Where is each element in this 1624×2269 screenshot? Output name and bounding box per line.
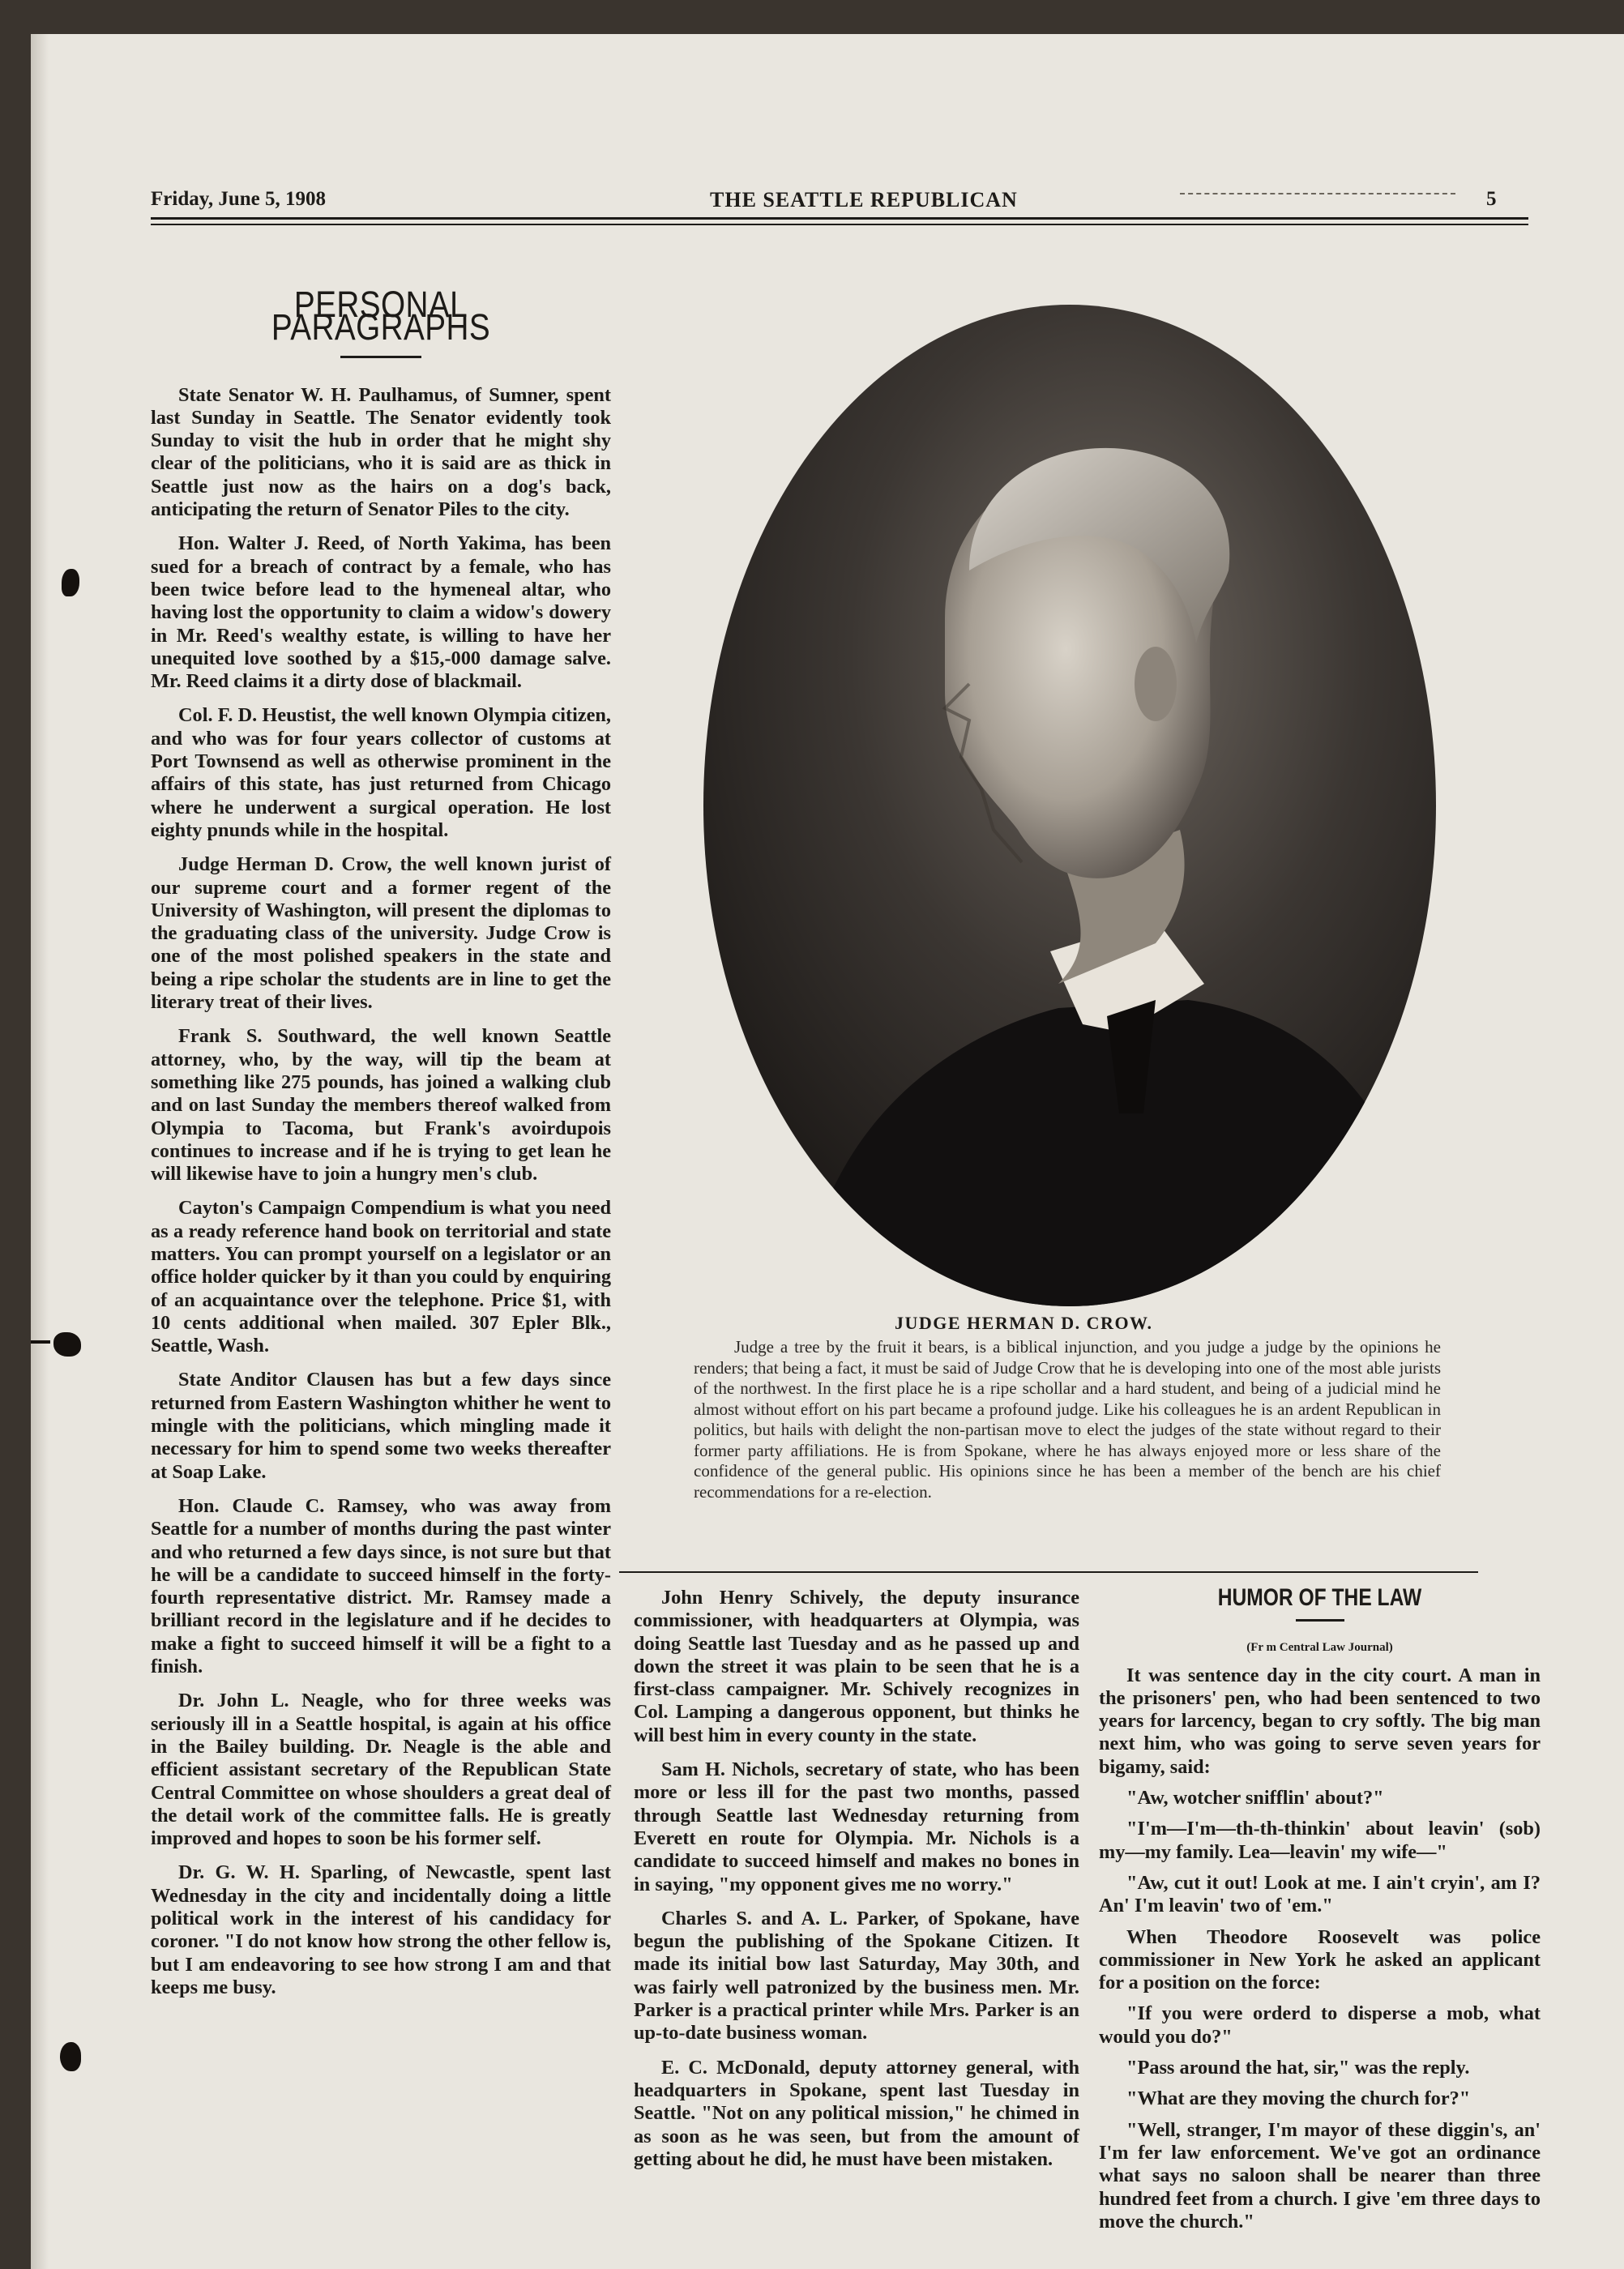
article-paragraph: Dr. G. W. H. Sparling, of Newcastle, spent last Wednesday in the city and incidentally doing a little political work in the interest of his candidacy for coroner. "I do not know how strong the other fellow is, but I am endeavoring to see how strong I am and that keeps me busy.: [151, 1861, 611, 1998]
humor-paragraph: "If you were orderd to disperse a mob, what would you do?": [1099, 2002, 1541, 2048]
humor-paragraph: "What are they moving the church for?": [1126, 2087, 1471, 2110]
binding-mark: [31, 1340, 50, 1344]
humor-paragraph: "Aw, cut it out! Look at me. I ain't cryin', am I? An' I'm leavin' two of 'em.": [1099, 1871, 1541, 1917]
humor-paragraph: When Theodore Roosevelt was police commissioner in New York he asked an applicant for a position on the force:: [1099, 1925, 1541, 1994]
scan-border-top: [0, 0, 1624, 34]
portrait-caption-title: JUDGE HERMAN D. CROW.: [895, 1313, 1153, 1333]
masthead-title: THE SEATTLE REPUBLICAN: [710, 188, 1018, 212]
article-paragraph: Frank S. Southward, the well known Seattle attorney, who, by the way, will tip the beam at something like 275 pounds, has joined a walking club and on last Sunday the members thereof walked from Olympia to Tacoma, but Frank's avoirdupois continues to increase and if he is trying to get lean he will likewise have to join a hungry men's club.: [151, 1025, 611, 1186]
humor-source: (Fr m Central Law Journal): [1246, 1641, 1393, 1655]
article-paragraph: E. C. McDonald, deputy attorney general, with headquarters in Spokane, spent last Tuesday in Seattle. "Not on any political mission," he chimed in as soon as he was seen, but from the amount of getting about he did, he must have been mistaken.: [634, 2056, 1079, 2170]
article-paragraph: Charles S. and A. L. Parker, of Spokane, have begun the publishing of the Spokane Citizen. It made its initial bow last Saturday, May 30th, and was fairly well patronized by the business men. Mr. Parker is a practical printer while Mrs. Parker is an up-to-date business woman.: [634, 1907, 1079, 2045]
section-divider: [619, 1571, 1478, 1573]
scan-gutter: [0, 0, 31, 2269]
personal-paragraphs-column: [151, 284, 611, 2010]
article-paragraph: John Henry Schively, the deputy insurance commissioner, with headquarters at Olympia, was doing Seattle last Tuesday and as he passed up and down the street it was plain to be seen that he is a first-class campaigner. Mr. Schively recognizes in Col. Lamping a dangerous opponent, but thinks he will best him in every county in the state.: [634, 1587, 1079, 1746]
section-heading: PERSONAL PARAGRAPHS: [271, 284, 491, 348]
masthead-date: Friday, June 5, 1908: [151, 188, 326, 210]
binding-mark: [60, 2042, 81, 2071]
article-paragraph: State Senator W. H. Paulhamus, of Sumner, spent last Sunday in Seattle. The Senator evidently took Sunday to visit the hub in order that he might shy clear of the politicians, who it is said are as thick in Seattle just now as the hairs on a dog's back, anticipating the return of Senator Piles to the city.: [151, 383, 611, 521]
binding-mark: [62, 569, 79, 596]
article-paragraph: Hon. Claude C. Ramsey, who was away from Seattle for a number of months during the past winter and who returned a few days since, is not sure but that he will be a candidate to succeed himself in the forty-fourth representative district. Mr. Ramsey made a brilliant record in the legislature and if he decides to make a fight to succeed himself it will be a fight to a finish.: [151, 1494, 611, 1678]
article-paragraph: Dr. John L. Neagle, who for three weeks was seriously ill in a Seattle hospital, is again at his office in the Bailey building. Dr. Neagle is the able and efficient assistant secretary of the Republican State Central Committee on whose shoulders a great deal of the detail work of the committee falls. He is greatly improved and hopes to soon be his former self.: [151, 1690, 611, 1850]
portrait-photo: [702, 303, 1438, 1308]
portrait-caption-body: Judge a tree by the fruit it bears, is a biblical injunction, and you judge a judge by the opinions he renders; that being a fact, it must be said of Judge Crow that he is developing into one of the most able jurists of the northwest. In the first place he is a ripe schollar and a hard student, and being of a judicial mind he almost without effort on his part became a profound judge. Like his colleagues he is an ardent Republican in politics, but hails with delight the non-partisan move to elect the judges of the state without regard to their former party affiliations. He is from Spokane, where he has always enjoyed more or less share of the confidence of the general public. His opinions since he has been a member of the bench are his chief recommendations for a re-election.: [694, 1337, 1441, 1502]
humor-paragraph: "Pass around the hat, sir," was the reply.: [1126, 2057, 1470, 2079]
article-paragraph: Col. F. D. Heustist, the well known Olympia citizen, and who was for four years collector of customs at Port Townsend as well as otherwise prominent in the affairs of this state, has just returned from Chicago where he underwent a surgical operation. He lost eighty pnunds while in the hospital.: [151, 704, 611, 841]
page-fold-shadow: [31, 34, 49, 2269]
humor-paragraph: It was sentence day in the city court. A man in the prisoners' pen, who had been sentenced to two years for larcency, began to cry softly. The big man next him, who was going to serve seven years for bigamy, said:: [1099, 1664, 1541, 1778]
portrait-oval-image: [702, 303, 1438, 1308]
article-paragraph: Cayton's Campaign Compendium is what you need as a ready reference hand book on territorial and state matters. You can prompt yourself on a legislator or an office holder quicker by it than you could by enquiring of an acquaintance over the telephone. Price $1, with 10 cents additional when mailed. 307 Epler Blk., Seattle, Wash.: [151, 1197, 611, 1357]
article-paragraph: Judge Herman D. Crow, the well known jurist of our supreme court and a former regent of the University of Washington, will present the diplomas to the graduating class of the university. Judge Crow is one of the most polished speakers in the state and being a ripe scholar the students are in line to get the literary treat of their lives.: [151, 853, 611, 1014]
masthead-page-number: 5: [1486, 188, 1497, 210]
humor-paragraph: "I'm—I'm—th-th-thinkin' about leavin' (sob) my—my family. Lea—leavin' my wife—": [1099, 1818, 1541, 1863]
article-paragraph: Sam H. Nichols, secretary of state, who has been more or less ill for the past two months, passed through Seattle last Wednesday returning from Everett en route for Olympia. Mr. Nichols is a candidate to succeed himself and makes no bones in in saying, "my opponent gives me no worry.": [634, 1758, 1079, 1895]
heading-rule: [1296, 1619, 1344, 1622]
humor-heading: HUMOR OF THE LAW: [1217, 1584, 1422, 1611]
article-paragraph: State Anditor Clausen has but a few days since returned from Eastern Washington whither he went to mingle with the politicians, which mingling made it necessary for him to spend some two weeks thereafter at Soap Lake.: [151, 1369, 611, 1483]
masthead-rule: [151, 224, 1528, 225]
masthead-dash-rule: [1180, 193, 1455, 196]
heading-rule: [340, 356, 421, 358]
binding-mark: [53, 1332, 81, 1357]
humor-column: [1099, 1584, 1541, 2241]
middle-column: [634, 1587, 1079, 2182]
humor-paragraph: "Well, stranger, I'm mayor of these diggin's, an' I'm fer law enforcement. We've got an ordinance what says no saloon shall be nearer than three hundred feet from a church. I give 'em three days to move the church.": [1099, 2118, 1541, 2233]
humor-paragraph: "Aw, wotcher snifflin' about?": [1126, 1787, 1384, 1810]
masthead-rule: [151, 217, 1528, 220]
newspaper-page: [31, 34, 1624, 2269]
article-paragraph: Hon. Walter J. Reed, of North Yakima, has been sued for a breach of contract by a female, who has been twice before lead to the hymeneal altar, who having lost the opportunity to claim a widow's dowery in Mr. Reed's wealthy estate, is willing to have her unequited love soothed by a $15,-000 damage salve. Mr. Reed claims it a dirty dose of blackmail.: [151, 532, 611, 693]
